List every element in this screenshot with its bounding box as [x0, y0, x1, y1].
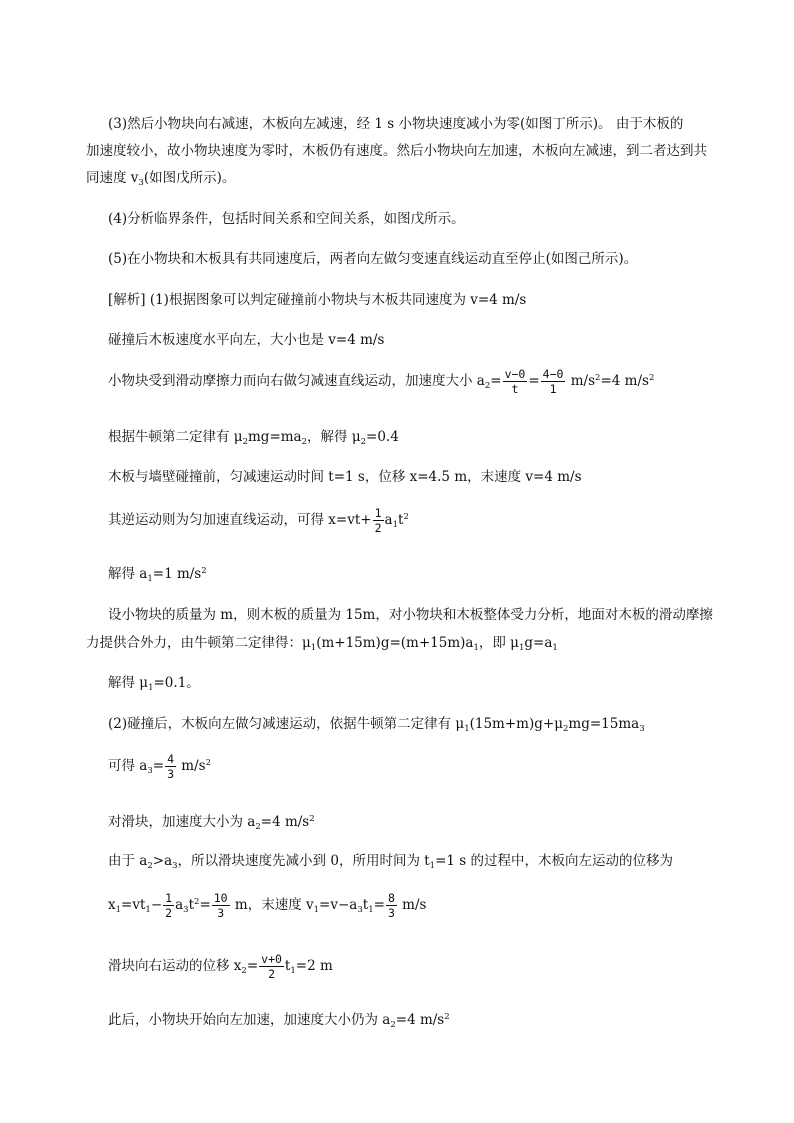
text: 解得 a [108, 566, 148, 582]
denominator: 2 [374, 521, 382, 535]
text: =vt [121, 897, 146, 913]
text: m/s [397, 897, 427, 913]
subscript: 1 [147, 574, 153, 584]
fraction [212, 891, 230, 920]
subscript: 2 [484, 381, 491, 391]
text: = [373, 897, 385, 913]
subscript: 1 [464, 724, 470, 734]
analysis-line-3 [108, 367, 654, 396]
numerator: 8 [387, 891, 395, 905]
subscript: 1 [368, 905, 374, 915]
superscript: 2 [648, 373, 655, 383]
fraction [503, 367, 528, 396]
numerator: v+0 [261, 952, 282, 966]
subscript: 1 [552, 643, 558, 653]
fraction [165, 752, 176, 781]
fraction [259, 952, 284, 981]
subscript: 1 [313, 905, 320, 915]
paragraph-5: (5)在小物块和木板具有共同速度后，两者向左做匀变速直线运动直至停止(如图己所示)。 [108, 251, 638, 267]
paragraph-3-line-1: (3)然后小物块向右减速，木板向左减速，经 1 s 小物块速度减小为零(如图丁所示)。 由于木板的 [108, 116, 684, 132]
subscript: 1 [473, 643, 479, 653]
analysis-line-2: 碰撞后木板速度水平向左，大小也是 v=4 m/s [108, 332, 385, 348]
text: =1 m/s [152, 566, 202, 582]
analysis-line-10 [108, 718, 645, 734]
analysis-line-16 [108, 1013, 450, 1030]
subscript: 2 [242, 437, 248, 447]
text: = [199, 897, 211, 913]
denominator: 3 [167, 767, 175, 781]
text: − [150, 897, 163, 913]
fraction [373, 506, 384, 535]
superscript: 2 [595, 373, 601, 383]
subscript: 1 [518, 643, 525, 653]
text: m，末速度 v [230, 897, 314, 913]
subscript: 3 [172, 861, 178, 871]
text: =4 m/s [260, 814, 310, 830]
text: (如图戊所示)。 [143, 170, 236, 186]
text: t [398, 512, 404, 528]
subscript: 1 [429, 861, 436, 871]
text: t [362, 897, 369, 913]
text: 小物块受到滑动摩擦力而向右做匀减速直线运动，加速度大小 a [108, 373, 485, 389]
fraction [386, 891, 397, 920]
text: = [152, 758, 165, 774]
superscript: 2 [309, 814, 315, 824]
text: 可得 a [108, 758, 148, 774]
numerator: 4 [167, 752, 175, 766]
numerator: 4−0 [542, 367, 564, 381]
analysis-line-5: 木板与墙壁碰撞前，匀减速运动时间 t=1 s，位移 x=4.5 m，末速度 v=4 m/s [108, 469, 582, 485]
subscript: 1 [290, 966, 296, 976]
analysis-line-12 [108, 815, 315, 832]
analysis-line-15 [108, 952, 333, 981]
analysis-line-14 [108, 891, 426, 920]
text: = [490, 373, 502, 389]
text: =0.4 [366, 429, 399, 445]
text: >a [152, 853, 173, 869]
denominator: 3 [217, 906, 225, 920]
subscript: 2 [390, 1020, 396, 1030]
text: mg=15ma [568, 716, 640, 732]
text: m/s [566, 373, 596, 389]
text: t [284, 958, 291, 974]
text: 由于 a [108, 853, 148, 869]
text: = [246, 958, 259, 974]
fraction [163, 891, 174, 920]
text: =4 m/s [600, 373, 649, 389]
text: =v−a [319, 897, 358, 913]
text: 其逆运动则为匀加速直线运动，可得 x=vt+ [108, 512, 372, 528]
subscript: 1 [310, 643, 317, 653]
subscript: 3 [147, 766, 153, 776]
text: = [528, 373, 540, 389]
text: x [108, 897, 116, 913]
superscript: 2 [444, 1012, 450, 1022]
analysis-line-11 [108, 752, 211, 781]
text: 解得 μ [108, 675, 149, 691]
text: g=a [524, 635, 553, 651]
fraction [541, 367, 566, 396]
superscript: 2 [194, 897, 200, 907]
analysis-heading-line: [解析] (1)根据图象可以判定碰撞前小物块与木板共同速度为 v=4 m/s [108, 292, 527, 308]
analysis-line-4 [108, 431, 399, 447]
subscript: 3 [639, 724, 645, 734]
subscript: 2 [147, 861, 153, 871]
text: ，解得 μ [307, 429, 361, 445]
paragraph-3-line-3 [86, 172, 235, 188]
denominator: 2 [268, 967, 275, 981]
subscript: 2 [360, 437, 367, 447]
text: ，即 μ [478, 635, 519, 651]
text: (m+15m)g=(m+15m)a [316, 635, 474, 651]
text: 此后，小物块开始向左加速，加速度大小仍为 a [108, 1012, 391, 1028]
subscript: 2 [301, 437, 308, 447]
text: mg=ma [248, 429, 302, 445]
analysis-line-8a: 设小物块的质量为 m，则木板的质量为 15m，对小物块和木板整体受力分析，地面对木板的滑动摩擦 [108, 607, 713, 623]
numerator: 1 [374, 506, 382, 520]
denominator: 1 [549, 382, 557, 396]
analysis-line-9 [108, 677, 200, 693]
subscript: 1 [115, 905, 122, 915]
text: m/s [177, 758, 206, 774]
text: a [175, 897, 184, 913]
subscript: 3 [183, 905, 189, 915]
text: (15m+m)g+μ [469, 716, 563, 732]
analysis-line-6 [108, 506, 409, 535]
subscript: 2 [255, 822, 261, 832]
text: 力提供合外力，由牛顿第二定律得：μ [86, 635, 311, 651]
analysis-line-7 [108, 567, 207, 584]
text: (2)碰撞后，木板向左做匀减速运动，依据牛顿第二定律有 μ [108, 716, 465, 732]
denominator: 2 [165, 906, 173, 920]
subscript: 2 [241, 966, 247, 976]
subscript: 1 [145, 905, 151, 915]
text: 同速度 v [86, 170, 139, 186]
text: a [384, 512, 393, 528]
analysis-line-8b [86, 637, 558, 653]
text: =0.1。 [153, 675, 200, 691]
paragraph-4: (4)分析临界条件，包括时间关系和空间关系，如图戊所示。 [108, 211, 465, 227]
text: t [188, 897, 195, 913]
analysis-line-13 [108, 855, 673, 871]
text: =2 m [295, 958, 333, 974]
numerator: 1 [165, 891, 173, 905]
text: 对滑块，加速度大小为 a [108, 814, 256, 830]
numerator: v−0 [504, 367, 526, 381]
subscript: 2 [562, 724, 569, 734]
denominator: t [511, 382, 519, 396]
text: =1 s 的过程中，木板向左运动的位移为 [435, 853, 674, 869]
paragraph-3-line-2: 加速度较小，故小物块速度为零时，木板仍有速度。然后小物块向左加速，木板向左减速，到二者达到共 [86, 143, 707, 159]
superscript: 2 [205, 758, 212, 768]
text: =4 m/s [395, 1012, 445, 1028]
subscript: 3 [357, 905, 363, 915]
subscript: 3 [138, 178, 144, 188]
text: 根据牛顿第二定律有 μ [108, 429, 243, 445]
text: ，所以滑块速度先减小到 0，所用时间为 t [177, 853, 430, 869]
superscript: 2 [403, 512, 409, 522]
numerator: 10 [213, 891, 228, 905]
denominator: 3 [387, 906, 395, 920]
superscript: 2 [201, 566, 207, 576]
subscript: 1 [148, 683, 154, 693]
text: 滑块向右运动的位移 x [108, 958, 242, 974]
subscript: 1 [392, 520, 399, 530]
